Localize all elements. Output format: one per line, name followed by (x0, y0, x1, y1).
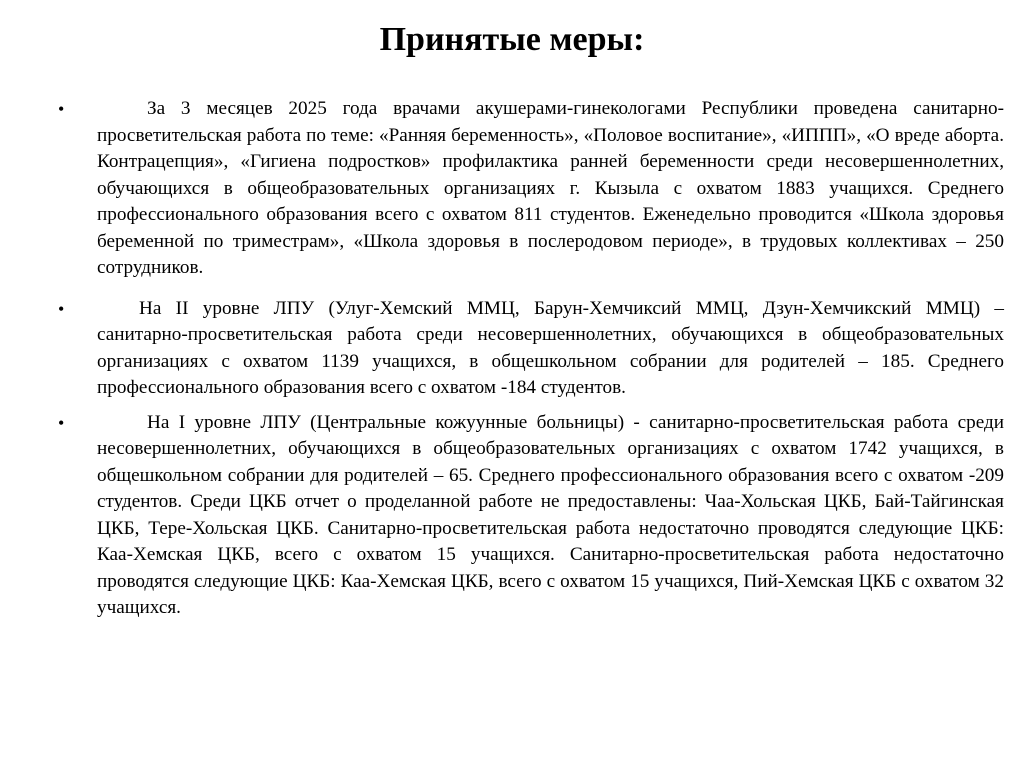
bullet-text-2: На II уровне ЛПУ (Улуг-Хемский ММЦ, Барун-Хемчиксий ММЦ, Дзун-Хемчикский ММЦ) – санитарно-просветительская работа среди несовершеннолетних, обучающихся в общеобразовательных организациях с охватом 1139 учащихся, в общешкольном собрании для родителей – 185. Среднего профессионального образования всего с охватом -184 студентов. (97, 297, 1004, 398)
bullet-item-1 (0, 96, 1024, 282)
bullet-item-3 (0, 410, 1024, 622)
bullet-dot-icon: • (58, 99, 65, 119)
bullet-text-1: За 3 месяцев 2025 года врачами акушерами-гинекологами Республики проведена санитарно-просветительская работа по теме: «Ранняя беременность», «Половое воспитание», «ИППП», «О вреде аборта. Контрацепция», «Гигиена подростков» профилактика ранней беременности среди несовершеннолетних, обучающихся в общеобразовательных организациях г. Кызыла с охватом 1883 учащихся. Среднего профессионального образования всего с охватом 811 студентов. Еженедельно проводится «Школа здоровья беременной по триместрам», «Школа здоровья в послеродовом периоде», в трудовых коллективах – 250 сотрудников. (97, 98, 1004, 278)
bullet-item-2 (0, 296, 1024, 402)
bullet-list (0, 96, 1024, 622)
bullet-text-3: На I уровне ЛПУ (Центральные кожуунные больницы) - санитарно-просветительская работа среди несовершеннолетних, обучающихся в общеобразовательных организациях с охватом 1742 учащихся, в общешкольном собрании для родителей – 65. Среднего профессионального образования всего с охватом -209 студентов. Среди ЦКБ отчет о проделанной работе не предоставлены: Чаа-Хольская ЦКБ, Бай-Тайгинская ЦКБ, Тере-Хольская ЦКБ. Санитарно-просветительская работа недостаточно проводятся следующие ЦКБ: Каа-Хемская ЦКБ, всего с охватом 15 учащихся. Санитарно-просветительская работа недостаточно проводятся следующие ЦКБ: Каа-Хемская ЦКБ, всего с охватом 15 учащихся, Пий-Хемская ЦКБ с охватом 32 учащихся. (97, 411, 1004, 618)
slide-title: Принятые меры: (379, 21, 645, 58)
bullet-dot-icon: • (58, 298, 65, 319)
bullet-dot-icon: • (58, 412, 65, 433)
